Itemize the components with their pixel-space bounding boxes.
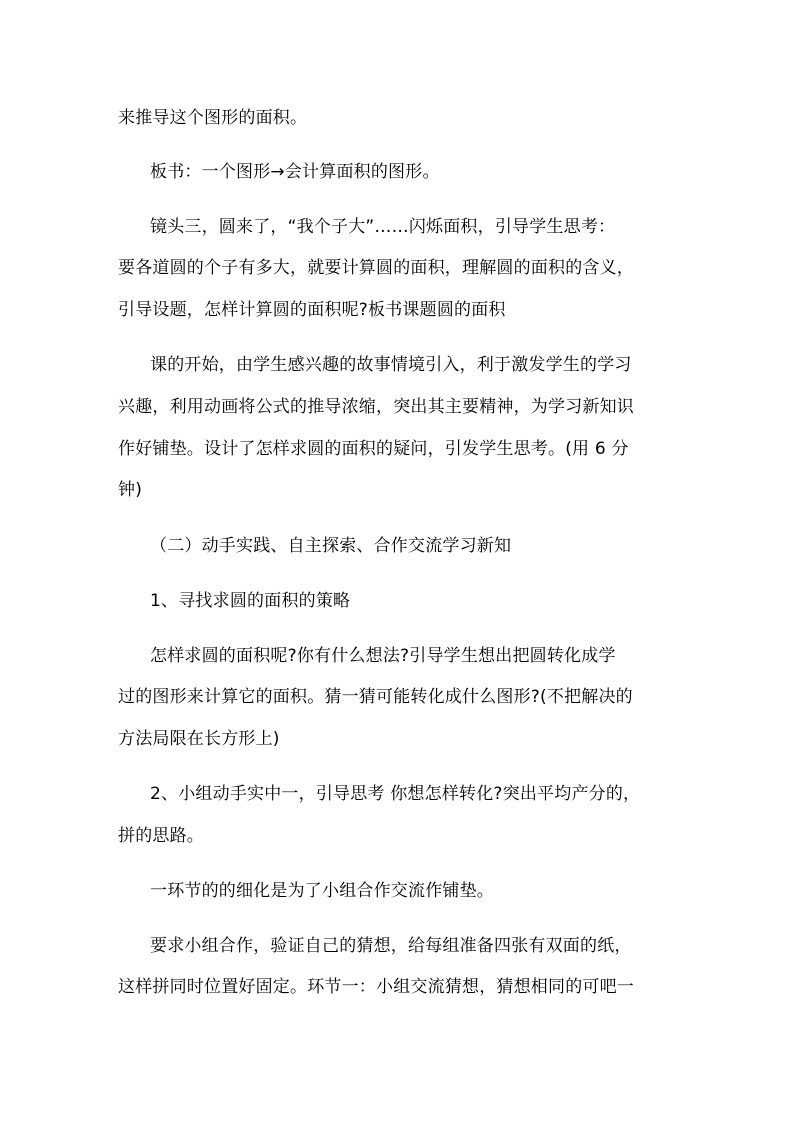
subsection-heading: 1、寻找求圆的面积的策略 [150,591,351,611]
text-line: 这样拼同时位置好固定。环节一：小组交流猜想，猜想相同的可吧一 [118,977,634,997]
text-line: 来推导这个图形的面积。 [118,108,308,128]
text-line: 方法局限在长方形上) [118,729,280,749]
text-line: 钟) [118,480,143,500]
text-line: 引导设题，怎样计算圆的面积呢?板书课题圆的面积 [118,300,506,320]
text-line: 作好铺垫。设计了怎样求圆的面积的疑问，引发学生思考。(用 6 分 [118,439,629,459]
text-line: 过的图形来计算它的面积。猜一猜可能转化成什么图形?(不把解决的 [118,687,633,707]
text-line: 要求小组合作，验证自己的猜想，给每组准备四张有双面的纸， [150,936,632,956]
text-line: 怎样求圆的面积呢?你有什么想法?引导学生想出把圆转化成学 [150,646,616,666]
text-line: 一环节的的细化是为了小组合作交流作铺垫。 [150,881,494,901]
text-line: 2、小组动手实中一，引导思考 你想怎样转化?突出平均产分的， [150,784,641,804]
text-line: 要各道圆的个子有多大，就要计算圆的面积，理解圆的面积的含义， [118,258,634,278]
section-heading: （二）动手实践、自主探索、合作交流学习新知 [150,536,512,556]
text-line: 兴趣，利用动画将公式的推导浓缩，突出其主要精神，为学习新知识 [118,397,634,417]
text-line: 镜头三，圆来了，“我个子大”……闪烁面积，引导学生思考： [150,217,616,237]
text-line: 课的开始，由学生感兴趣的故事情境引入，利于激发学生的学习 [150,355,632,375]
text-line: 板书：一个图形→会计算面积的图形。 [150,162,440,182]
text-line: 拼的思路。 [118,826,204,846]
